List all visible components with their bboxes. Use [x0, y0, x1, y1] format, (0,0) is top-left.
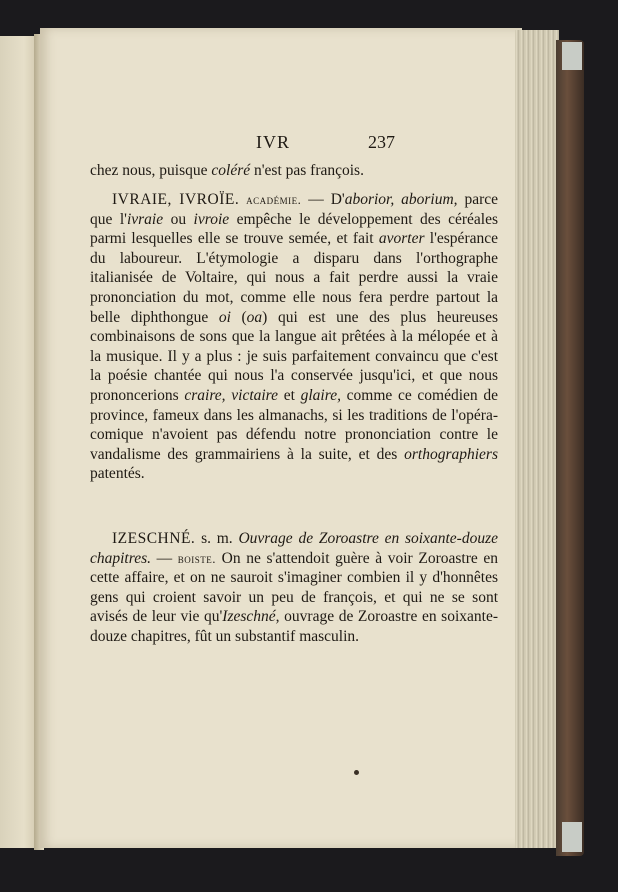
page-spot — [354, 770, 359, 775]
entry-headword: IVRAIE, IVROÏE. — [112, 191, 240, 208]
entry-ivraie: IVRAIE, IVROÏE. académie. — D'aborior, aborium, parce que l'ivraie ou ivroie empêche le développement des céréales parmi lesquelles elle se trouve semée, et fait avorter l'espérance du laboureur. L'étymologie a disparu dans l'orthographe italianisée de Voltaire, qui nous a fait perdre aussi la vraie prononciation du mot, comme elle nous fera perdre partout la belle diphthongue oi (oa) qui est une des plus heureuses combinaisons de sons que la langue ait prêtées à la mélopée et à la musique. Il y a plus : je suis parfaitement convaincu que c'est la poésie chantée qui nous l'a conservée jusqu'ici, et que nous prononcerions craire, victaire et glaire, comme ce comédien de province, fameux dans les almanachs, si les traditions de l'opéra-comique n'avoient pas défendu notre prononciation contre le vandalisme des grammairiens à la suite, et des orthographiers patentés. — [90, 191, 499, 483]
book-cover-board — [556, 40, 584, 856]
cover-corner-top — [562, 42, 582, 70]
entry-source: académie. — [246, 192, 302, 207]
entry-izeschne: IZESCHNÉ. s. m. Ouvrage de Zoroastre en soixante-douze chapitres. — boiste. On ne s'attendoit guère à voir Zoroastre en cette affaire, et on ne sauroit s'imaginer combien il y d'honnêtes gens qui croient savoir un peu de françois, et qui ne se sont avisés de leur vie qu'Izeschné, ouvrage de Zoroastre en soixante-douze chapitres, fût un substantif masculin. — [90, 530, 498, 645]
entry-source: boiste. — [177, 550, 217, 566]
running-head: IVR — [256, 132, 290, 152]
page-number: 237 — [368, 132, 395, 152]
page-header — [0, 132, 618, 156]
continued-line: chez nous, puisque coléré n'est pas françois. — [90, 162, 364, 179]
entry-headword: IZESCHNÉ. — [112, 530, 196, 547]
cover-corner-bottom — [562, 822, 582, 852]
